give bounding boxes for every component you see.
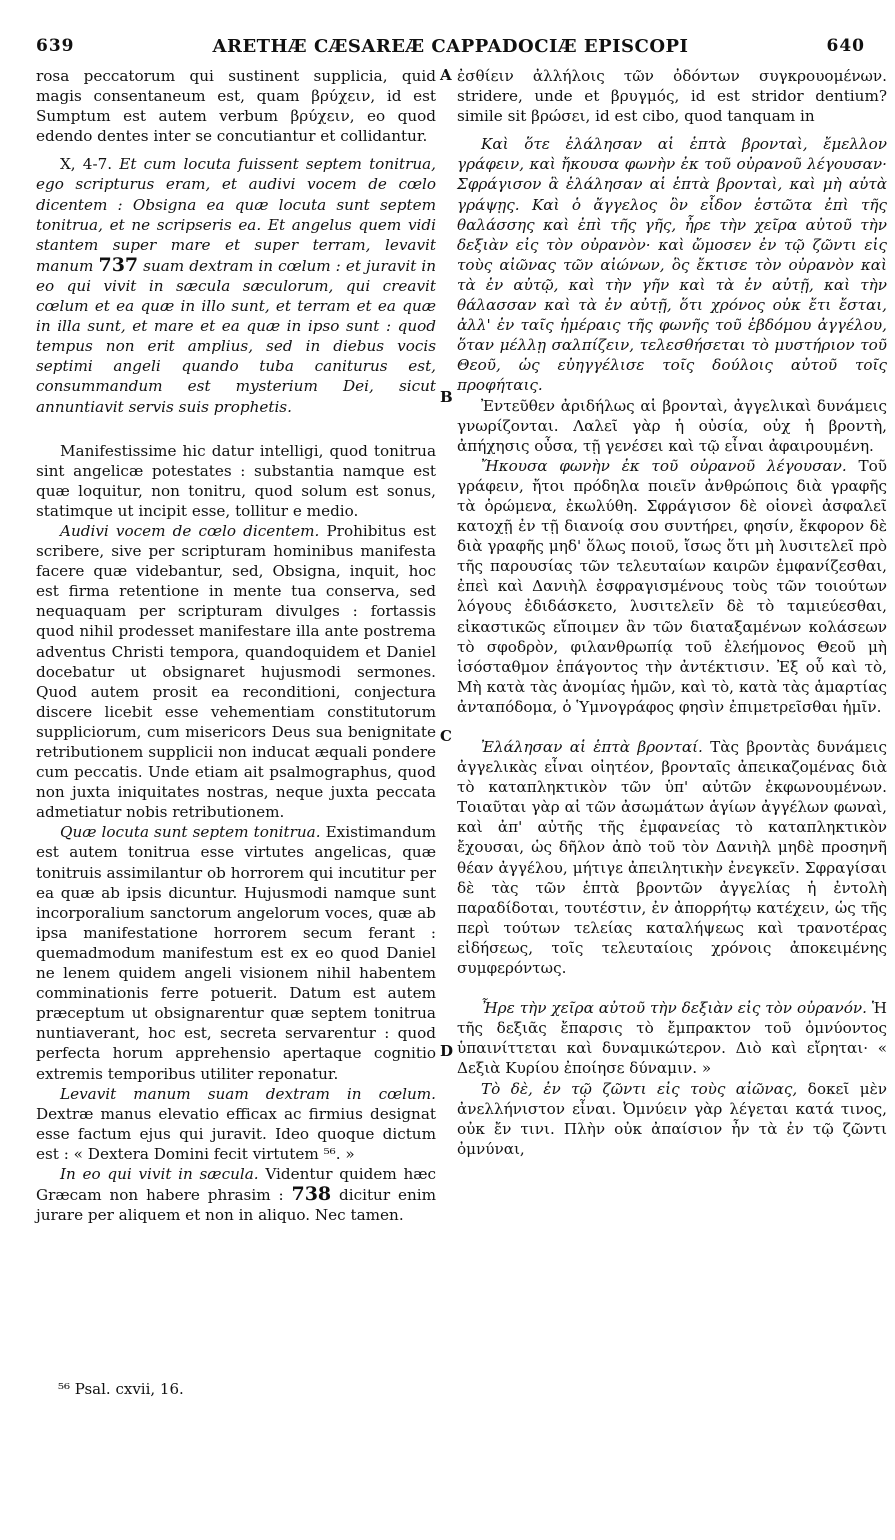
- latin-text: dicitur enim jurare per aliquem et non in aliquo. Nec tamen.: [36, 1186, 436, 1225]
- margin-marker-d: D: [440, 1042, 454, 1060]
- page-header: [36, 36, 865, 60]
- greek-paragraph-4: [457, 456, 887, 717]
- greek-paragraph-5: [457, 737, 887, 978]
- lemma: Audivi vocem de cœlo dicentem.: [60, 521, 320, 540]
- greek-paragraph-3: [457, 396, 887, 456]
- latin-paragraph-1: [36, 66, 436, 146]
- lemma: Ἐλάλησαν αἱ ἑπτὰ βρονταί.: [481, 738, 703, 756]
- greek-column: [457, 66, 887, 1159]
- greek-text: Καὶ ὅτε ἐλάλησαν αἱ ἑπτὰ βρονταὶ, ἔμελλον γράφειν, καὶ ἤκουσα φωνὴν ἐκ τοῦ οὐρανοῦ λέγουσαν· Σφράγισον ἃ ἐλάλησαν αἱ ἑπτὰ βρονταὶ, καὶ μὴ αὐτὰ γράψῃς. Καὶ ὁ ἄγγελος ὃν εἶδον ἑστῶτα ἐπὶ τῆς θαλάσσης καὶ ἐπὶ τῆς γῆς, ἦρε τὴν χεῖρα αὐτοῦ τὴν δεξιὰν εἰς τὸν οὐρανὸν· καὶ ὤμοσεν ἐν τῷ ζῶντι εἰς τοὺς αἰῶνας τῶν αἰώνων, ὃς ἔκτισε τὸν οὐρανὸν καὶ τὰ ἐν αὐτῷ, καὶ τὴν γῆν καὶ τὰ ἐν αὐτῇ, καὶ τὴν θάλασσαν καὶ τὰ ἐν αὐτῇ, ὅτι χρόνος οὐκ ἔτι ἔσται, ἀλλ' ἐν ταῖς ἡμέραις τῆς φωνῆς τοῦ ἑβδόμου ἀγγέλου, ὅταν μέλλῃ σαλπίζειν, τελεσθήσεται τὸ μυστήριον τοῦ Θεοῦ, ὡς εὐηγγέλισε τοῖς δούλοις αὐτοῦ τοῖς προφήταις.: [457, 135, 887, 395]
- lemma: Ἦρε τὴν χεῖρα αὐτοῦ τὴν δεξιὰν εἰς τὸν οὐρανόν.: [481, 999, 867, 1018]
- greek-text: Ἐντεῦθεν ἀριδήλως αἱ βρονταὶ, ἀγγελικαὶ δυνάμεις γνωρίζονται. Λαλεῖ γὰρ ἡ οὐσία, οὐχ ἡ βροντὴ, ἀπήχησις οὖσα, τῇ γενέσει καὶ τῷ εἶναι ἀφαιρουμένη.: [457, 396, 887, 455]
- latin-text: Prohibitus est scribere, sive per scripturam hominibus manifesta facere quæ videbantur, sed, Obsigna, inquit, hoc est firma retentione in mente tua conserva, sed nequaquam per scripturam divulges : fortassis quod nihil prodesset manifestare illa ante postrema adventus Christi tempora, quandoquidem et Daniel docebatur ut obsignaret hujusmodi sermones. Quod autem prosit ea reconditioni, conjectura discere licebit esse vehementiam constitutorum suppliciorum, cum misericors Deus sua benignitate retributionem supplicii non inducat æquali pondere cum peccatis. Unde etiam ait psalmographus, quod non juxta iniquitates nostras, neque juxta peccata admetiatur nobis retributionem.: [36, 521, 436, 822]
- footnote: ⁵⁶ Psal. cxvii, 16.: [58, 1380, 184, 1398]
- latin-paragraph-3: [36, 441, 436, 521]
- latin-text: Manifestissime hic datur intelligi, quod tonitrua sint angelicæ potestates : substantia namque est quæ loquitur, non tonitru, quod solum est sonus, statimque ut incipit esse, tollitur e medio.: [36, 441, 436, 520]
- lemma: Levavit manum suam dextram in cœlum.: [60, 1084, 436, 1103]
- verse-reference: X, 4-7.: [60, 155, 113, 174]
- greek-text: δοκεῖ μὲν ἀνελλήνιστον εἶναι. Ὀμνύειν γὰρ λέγεται κατά τινος, οὐκ ἔν τινι. Πλὴν οὐκ ἀπαίσιον ἦν τὰ ἐν τῷ ζῶντι ὀμνύναι,: [457, 1079, 887, 1158]
- latin-paragraph-5: [36, 822, 436, 1083]
- column-number-737: 737: [98, 253, 139, 276]
- lemma: Quæ locuta sunt septem tonitrua.: [60, 823, 321, 842]
- running-title: ARETHÆ CÆSAREÆ CAPPADOCIÆ EPISCOPI: [212, 36, 689, 57]
- margin-marker-a: A: [440, 66, 452, 84]
- latin-paragraph-6: [36, 1084, 436, 1164]
- column-number-738: 738: [291, 1183, 332, 1206]
- greek-paragraph-7: [457, 1079, 887, 1159]
- lemma: Ἤκουσα φωνὴν ἐκ τοῦ οὐρανοῦ λέγουσαν.: [481, 456, 847, 475]
- latin-paragraph-7: [36, 1164, 436, 1225]
- latin-scripture-passage: [36, 154, 436, 416]
- greek-paragraph-6: [457, 998, 887, 1078]
- greek-text: Τοῦ γράφειν, ἤτοι πρόδηλα ποιεῖν ἀνθρώποις διὰ γραφῆς τὰ ὁρώμενα, ἐκωλύθη. Σφράγισον δὲ οἱονεὶ ἀσφαλεῖ κατοχῇ ἐν τῇ διανοίᾳ σου συντήρει, φησίν, ἔκφορον δὲ διὰ γραφῆς μηδ' ὅλως ποιοῦ, ἴσως ὅτι μὴ λυσιτελεῖ πρὸ τῆς παρουσίας τῶν τελευταίων καιρῶν ἐμφανίζεσθαι, ἐπεὶ καὶ Δανιὴλ ἐσφραγισμένους τοὺς τῶν τοιούτων λόγους ἐδιδάσκετο, λυσιτελεῖν δὲ τὸ ταμιεύεσθαι, εἰκαστικῶς εἴποιμεν ἂν τῶν διαταξαμένων κολάσεων τὸ σφοδρὸν, φιλανθρωπίᾳ τοῦ ἐλεήμονος Θεοῦ μὴ ἰσόσταθμον ἐπάγοντος τὴν ἀντέκτισιν. Ἐξ οὗ καὶ τὸ, Μὴ κατὰ τὰς ἀνομίας ἡμῶν, καὶ τὸ, κατὰ τὰς ἁμαρτίας ἀνταπόδομα, ὁ Ὑμνογράφος φησὶν ἐπιμετρεῖσθαι ἡμῖν.: [457, 456, 887, 716]
- margin-marker-b: B: [440, 388, 453, 406]
- page-number-left: 639: [36, 36, 75, 56]
- latin-text: suam dextram in cœlum : et juravit in eo qui vivit in sæcula sæculorum, qui creavit cœlum et ea quæ in illo sunt, et terram et ea quæ in illa sunt, et mare et ea quæ in ipso sunt : quod tempus non erit amplius, sed in diebus vocis septimi angeli quando tuba caniturus est, consummandum est mysterium Dei, sicut annuntiavit servis suis prophetis.: [36, 256, 436, 416]
- margin-marker-c: C: [440, 727, 452, 745]
- latin-text: Et cum locuta fuissent septem tonitrua, ego scripturus eram, et audivi vocem de cœlo dicentem : Obsigna ea quæ locuta sunt septem tonitrua, et ne scripseris ea. Et angelus quem vidi stantem super mare et super terram, levavit manum: [36, 155, 436, 275]
- greek-text: Ἡ τῆς δεξιᾶς ἔπαρσις τὸ ἔμπρακτον τοῦ ὀμνύοντος ὑπαινίττεται καὶ δυναμικώτερον. Διὸ καὶ εἴρηται· « Δεξιὰ Κυρίου ἐποίησε δύναμιν. »: [457, 999, 887, 1078]
- greek-paragraph-1: [457, 66, 887, 126]
- page-number-right: 640: [826, 36, 865, 56]
- latin-text: Videntur quidem hæc Græcam non habere phrasim :: [36, 1164, 437, 1205]
- lemma: In eo qui vivit in sæcula.: [60, 1164, 259, 1183]
- latin-column: [36, 66, 436, 1225]
- latin-text: Existimandum est autem tonitrua esse virtutes angelicas, quæ tonitruis assimilantur ob horrorem qui incutitur per ea quæ ab ipsis dicuntur. Hujusmodi namque sunt incorporalium sanctorum angelorum voces, quæ ab ipsa manifestatione horrorem secum ferant : quemadmodum manifestum est ex eo quod Daniel ne lenem quidem angeli visionem nihil habentem comminationis ferre potuerit. Datum est autem præceptum ut obsignarentur quæ septem tonitrua nuntiaverant, hoc est, secreta servarentur : quod perfecta horum apprehensio apertaque cognitio extremis temporibus utiliter reponatur.: [36, 823, 437, 1083]
- greek-scripture-passage: [457, 134, 887, 395]
- latin-paragraph-4: [36, 521, 436, 822]
- latin-text: rosa peccatorum qui sustinent supplicia, quid magis consentaneum est, quam βρύχειν, id est Sumptum est autem verbum βρύχειν, eo quod edendo dentes inter se concutiantur et collidantur.: [36, 67, 436, 146]
- latin-text: Dextræ manus elevatio efficax ac firmius designat esse factum ejus qui juravit. Ideo quoque dictum est : « Dextera Domini fecit virtutem ⁵⁶. »: [36, 1104, 436, 1163]
- lemma: Τὸ δὲ, ἐν τῷ ζῶντι εἰς τοὺς αἰῶνας,: [481, 1079, 798, 1098]
- greek-text: ἐσθίειν ἀλλήλοις τῶν ὀδόντων συγκρουομένων. stridere, unde et βρυγμός, id est stridor dentium? simile sit βρώσει, id est cibo, quod tanquam in: [457, 67, 887, 126]
- greek-text: Τὰς βροντὰς δυνάμεις ἀγγελικὰς εἶναι οἰητέον, βρονταῖς ἀπεικαζομένας διὰ τὸ καταπληκτικὸν τῶν ὑπ' αὐτῶν ἐκφωνουμένων. Τοιαῦται γὰρ αἱ τῶν ἀσωμάτων ἁγίων ἀγγέλων φωναὶ, καὶ ἀπ' αὐτῆς τῆς ἐμφανείας τὸ καταπληκτικὸν ἔχουσαι, ὡς δῆλον ἀπὸ τοῦ τὸν Δανιὴλ μηδὲ προσηνῆ θέαν ἀγγέλου, μήτιγε ἀπειλητικὴν ἐνεγκεῖν. Σφραγίσαι δὲ τὰς τῶν ἑπτὰ βροντῶν ἀγγελίας ἡ ἐντολὴ παραδίδοται, τουτέστιν, ἐν ἀπορρήτῳ κατέχειν, ὡς τῆς περὶ τούτων τελείας καταλήψεως καὶ τρανοτέρας εἰδήσεως, τοῖς τελευταίοις χρόνοις ἀποκειμένης συμφερόντως.: [457, 738, 887, 978]
